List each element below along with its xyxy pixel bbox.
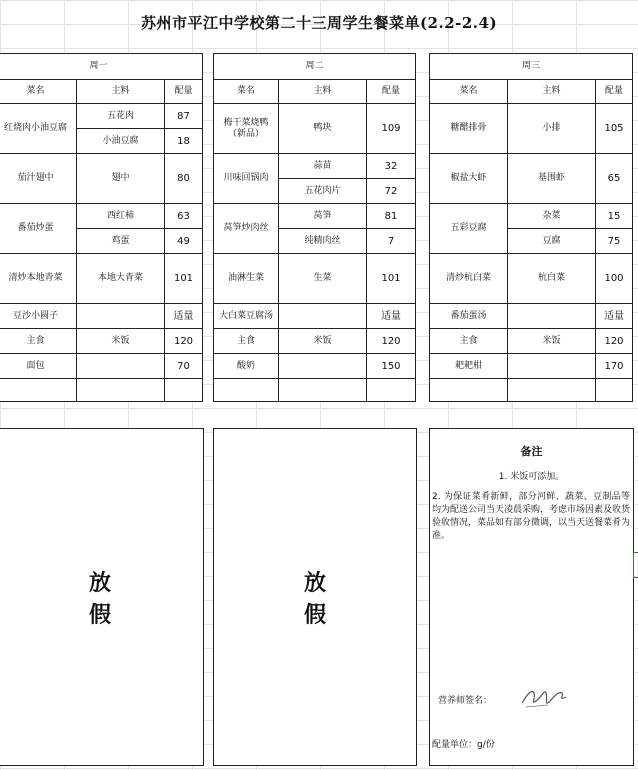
dish-name: 清炒杭白菜 [430, 254, 508, 304]
extra-main [77, 354, 165, 379]
main-ingredient: 纯精肉丝 [279, 229, 367, 254]
menu-table-day-3 [429, 53, 633, 402]
main-ingredient: 生菜 [279, 254, 367, 304]
soup-amount: 适量 [596, 304, 633, 329]
menu-table-day-2 [213, 53, 416, 402]
amount: 100 [596, 254, 633, 304]
staple-main: 米饭 [508, 329, 596, 354]
notes-box [429, 428, 634, 766]
extra-amount: 70 [165, 354, 203, 379]
holiday-box-2 [213, 428, 417, 766]
unit-label: 配量单位：g/份 [432, 740, 495, 750]
menu-table-day-1 [0, 53, 203, 402]
column-header-main: 主料 [508, 80, 596, 104]
amount: 101 [165, 254, 203, 304]
main-ingredient: 五花肉 [77, 104, 165, 129]
amount: 15 [596, 204, 633, 229]
staple-name: 主食 [0, 329, 77, 354]
dish-name: 五彩豆腐 [430, 204, 508, 254]
day-header: 周二 [214, 54, 416, 80]
holiday-char-1: 放 [88, 570, 111, 596]
blank-cell [214, 379, 279, 402]
holiday-box-1 [0, 428, 204, 766]
blank-cell [430, 379, 508, 402]
extra-main [508, 354, 596, 379]
dish-name: 油淋生菜 [214, 254, 279, 304]
blank-cell [279, 379, 367, 402]
main-ingredient: 蒜苗 [279, 154, 367, 179]
dish-name: 莴笋炒肉丝 [214, 204, 279, 254]
staple-name: 主食 [214, 329, 279, 354]
amount: 65 [596, 154, 633, 204]
amount: 63 [165, 204, 203, 229]
extra-amount: 170 [596, 354, 633, 379]
extra-amount: 150 [367, 354, 416, 379]
soup-name: 大白菜豆腐汤 [214, 304, 279, 329]
blank-cell [0, 379, 77, 402]
dish-name: 茄汁翅中 [0, 154, 77, 204]
dish-name: 梅干菜烧鸭 （新品） [214, 104, 279, 154]
column-header-main: 主料 [77, 80, 165, 104]
staple-amount: 120 [367, 329, 416, 354]
amount: 32 [367, 154, 416, 179]
soup-amount: 适量 [165, 304, 203, 329]
notes-item-1: 1. 米饭可添加。 [498, 472, 565, 482]
main-ingredient: 本地大青菜 [77, 254, 165, 304]
amount: 75 [596, 229, 633, 254]
main-ingredient: 小排 [508, 104, 596, 154]
notes-item-2: 2. 为保证菜肴新鲜，部分河鲜、蔬菜、豆制品等均为配送公司当天凌晨采购，考虑市场因素及收货验收情况，菜品如有部分微调，以当天送餐菜肴为准。 [432, 492, 631, 541]
soup-main [77, 304, 165, 329]
extra-main [279, 354, 367, 379]
amount: 101 [367, 254, 416, 304]
soup-main [508, 304, 596, 329]
column-header-dish: 菜名 [214, 80, 279, 104]
staple-amount: 120 [596, 329, 633, 354]
column-header-dish: 菜名 [0, 80, 77, 104]
holiday-char-2: 假 [303, 602, 326, 628]
main-ingredient: 西红柿 [77, 204, 165, 229]
column-header-main: 主料 [279, 80, 367, 104]
amount: 81 [367, 204, 416, 229]
menu-title: 苏州市平江中学校第二十三周学生餐菜单(2.2-2.4) [140, 14, 498, 32]
main-ingredient: 杂菜 [508, 204, 596, 229]
column-header-amount: 配量 [596, 80, 633, 104]
day-header: 周一 [0, 54, 203, 80]
extra-name: 面包 [0, 354, 77, 379]
staple-amount: 120 [165, 329, 203, 354]
amount: 72 [367, 179, 416, 204]
amount: 109 [367, 104, 416, 154]
main-ingredient: 小油豆腐 [77, 129, 165, 154]
soup-amount: 适量 [367, 304, 416, 329]
column-header-amount: 配量 [367, 80, 416, 104]
dish-name: 红烧肉小油豆腐 [0, 104, 77, 154]
blank-cell [165, 379, 203, 402]
blank-cell [77, 379, 165, 402]
column-header-amount: 配量 [165, 80, 203, 104]
column-header-dish: 菜名 [430, 80, 508, 104]
dish-name: 糖醋排骨 [430, 104, 508, 154]
holiday-char-1: 放 [303, 570, 326, 596]
dish-name: 清炒本地青菜 [0, 254, 77, 304]
main-ingredient: 杭白菜 [508, 254, 596, 304]
amount: 49 [165, 229, 203, 254]
main-ingredient: 豆腐 [508, 229, 596, 254]
amount: 105 [596, 104, 633, 154]
main-ingredient: 莴笋 [279, 204, 367, 229]
main-ingredient: 翅中 [77, 154, 165, 204]
amount: 80 [165, 154, 203, 204]
main-ingredient: 鸡蛋 [77, 229, 165, 254]
main-ingredient: 五花肉片 [279, 179, 367, 204]
dish-name: 椒盐大虾 [430, 154, 508, 204]
blank-cell [596, 379, 633, 402]
cell-selection-marker [633, 552, 638, 578]
amount: 7 [367, 229, 416, 254]
blank-cell [367, 379, 416, 402]
main-ingredient: 基围虾 [508, 154, 596, 204]
main-ingredient: 鸭块 [279, 104, 367, 154]
dish-name: 川味回锅肉 [214, 154, 279, 204]
soup-name: 番茄蛋汤 [430, 304, 508, 329]
chef-signature-label: 营养师签名： [438, 696, 493, 706]
day-header: 周三 [430, 54, 633, 80]
dish-name: 番茄炒蛋 [0, 204, 77, 254]
staple-name: 主食 [430, 329, 508, 354]
soup-main [279, 304, 367, 329]
staple-main: 米饭 [279, 329, 367, 354]
staple-main: 米饭 [77, 329, 165, 354]
extra-name: 耙耙柑 [430, 354, 508, 379]
extra-name: 酸奶 [214, 354, 279, 379]
notes-title: 备注 [520, 445, 543, 458]
holiday-char-2: 假 [88, 602, 111, 628]
amount: 18 [165, 129, 203, 154]
handwritten-signature [518, 679, 570, 713]
amount: 87 [165, 104, 203, 129]
blank-cell [508, 379, 596, 402]
soup-name: 豆沙小圆子 [0, 304, 77, 329]
